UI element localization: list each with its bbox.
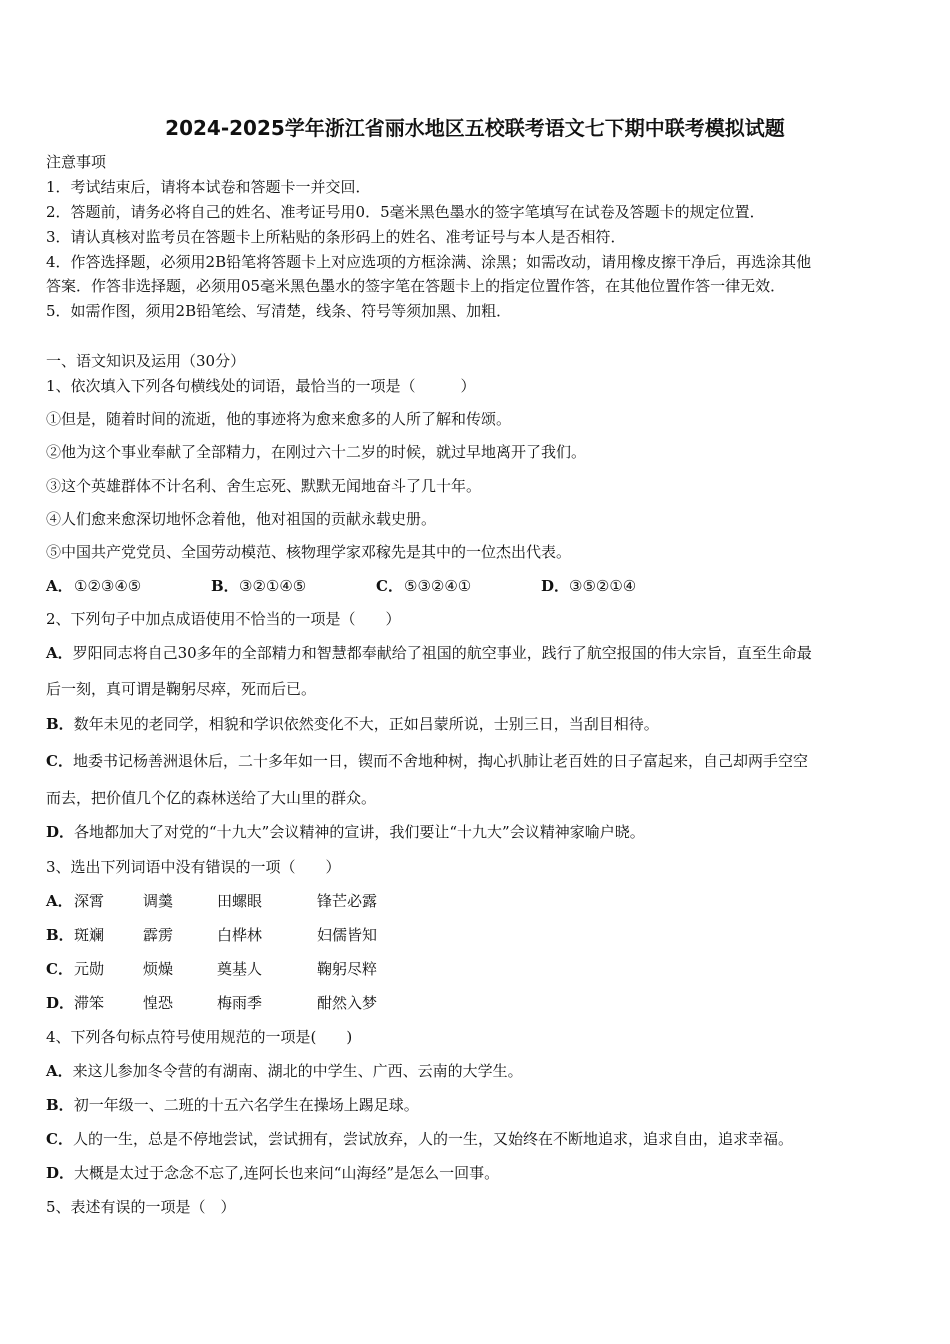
q2-option-a-label: A． [46, 644, 73, 662]
q1-sentence: ④人们愈来愈深切地怀念着他，他对祖国的贡献永载史册。 [46, 510, 437, 528]
q3-word: 白桦林 [217, 926, 263, 944]
q1-option-b-label: B． [211, 577, 239, 595]
q2-option-d-label: D． [46, 823, 75, 841]
question-4-stem: 4、下列各句标点符号使用规范的一项是( ) [46, 1028, 353, 1046]
q1-option-a-text: ①②③④⑤ [74, 577, 142, 595]
q3-word: 调羹 [143, 892, 174, 910]
q4-option-c-text: 人的一生，总是不停地尝试，尝试拥有，尝试放弃，人的一生，又始终在不断地追求，追求自由，追求幸福。 [72, 1130, 793, 1148]
q3-word: 霹雳 [143, 926, 174, 944]
notice-item: 1．考试结束后，请将本试卷和答题卡一并交回． [46, 178, 371, 196]
q3-word: 锋芒必露 [317, 892, 378, 910]
q1-option-c-label: C． [376, 577, 403, 595]
q1-option-b-text: ③②①④⑤ [239, 577, 307, 595]
q3-word: 深霄 [74, 892, 105, 910]
q3-word: 元勋 [74, 960, 105, 978]
q3-word: 烦燥 [143, 960, 174, 978]
q3-word: 滞笨 [74, 994, 105, 1012]
q3-word: 斑斓 [74, 926, 105, 944]
q2-option-b [46, 714, 659, 734]
q4-option-b-label: B． [46, 1096, 74, 1114]
q4-option-d-label: D． [46, 1164, 75, 1182]
question-3-stem: 3、选出下列词语中没有错误的一项（ ） [46, 858, 341, 876]
q4-option-a-text: 来这儿参加冬令营的有湖南、湖北的中学生、广西、云南的大学生。 [72, 1062, 523, 1080]
notice-item: 答案．作答非选择题，必须用05毫米黑色墨水的签字笔在答题卡上的指定位置作答，在其他位置作答一律无效． [46, 277, 786, 295]
notice-item: 4．作答选择题，必须用2B铅笔将答题卡上对应选项的方框涂满、涂黑；如需改动，请用橡皮擦干净后，再选涂其他 [46, 253, 812, 271]
q3-word: 田螺眼 [217, 892, 263, 910]
notice-heading: 注意事项 [46, 153, 107, 171]
q1-sentence: ②他为这个事业奉献了全部精力，在刚过六十二岁的时候，就过早地离开了我们。 [46, 443, 587, 461]
q2-option-a-text: 罗阳同志将自己30多年的全部精力和智慧都奉献给了祖国的航空事业，践行了航空报国的伟大宗旨，直至生命最 [72, 644, 812, 662]
q4-option-a-label: A． [46, 1062, 73, 1080]
q2-option-c-text: 地委书记杨善洲退休后，二十多年如一日，锲而不舍地种树，掏心扒肺让老百姓的日子富起来，自己却两手空空 [72, 752, 808, 770]
page-title: 2024-2025学年浙江省丽水地区五校联考语文七下期中联考模拟试题 [165, 116, 785, 140]
q2-option-c-cont: 而去，把价值几个亿的森林送给了大山里的群众。 [46, 789, 377, 807]
question-5-stem: 5、表述有误的一项是（ ） [46, 1198, 236, 1216]
q1-option-a-label: A． [46, 577, 73, 595]
q2-option-b-label: B． [46, 715, 74, 733]
q4-option-d-text: 大概是太过于念念不忘了,连阿长也来问“山海经”是怎么一回事。 [74, 1164, 500, 1182]
q4-option-b [46, 1095, 419, 1115]
q4-option-c-label: C． [46, 1130, 73, 1148]
q1-sentence: ⑤中国共产党党员、全国劳动模范、核物理学家邓稼先是其中的一位杰出代表。 [46, 543, 572, 561]
notice-item: 5．如需作图，须用2B铅笔绘、写清楚，线条、符号等须加黑、加粗． [46, 302, 512, 320]
q2-option-c-label: C． [46, 752, 73, 770]
q4-option-a [46, 1061, 523, 1081]
q2-option-d-text: 各地都加大了对党的“十九大”会议精神的宣讲，我们要让“十九大”会议精神家喻户晓。 [74, 823, 645, 841]
q2-option-d [46, 822, 645, 842]
q1-sentence: ①但是，随着时间的流逝，他的事迹将为愈来愈多的人所了解和传颂。 [46, 410, 512, 428]
q3-word: 酣然入梦 [317, 994, 378, 1012]
q4-option-c [46, 1129, 793, 1149]
q1-option-d-text: ③⑤②①④ [569, 577, 637, 595]
q4-option-b-text: 初一年级一、二班的十五六名学生在操场上踢足球。 [73, 1096, 419, 1114]
q3-option-label: C． [46, 960, 73, 978]
q1-sentence: ③这个英雄群体不计名利、舍生忘死、默默无闻地奋斗了几十年。 [46, 477, 482, 495]
q2-option-b-text: 数年未见的老同学，相貌和学识依然变化不大，正如吕蒙所说，士别三日，当刮目相待。 [73, 715, 659, 733]
q1-option-d-label: D． [541, 577, 570, 595]
q3-word: 妇儒皆知 [317, 926, 378, 944]
question-1-stem: 1、依次填入下列各句横线处的词语，最恰当的一项是（ ） [46, 377, 476, 395]
section-heading: 一、语文知识及运用（30分） [46, 352, 246, 370]
q2-option-c [46, 751, 808, 771]
q3-option-label: A． [46, 892, 73, 910]
q2-option-a-cont: 后一刻，真可谓是鞠躬尽瘁，死而后已。 [46, 680, 317, 698]
q3-word: 鞠躬尽粹 [317, 960, 378, 978]
q2-option-a [46, 643, 812, 663]
notice-item: 3．请认真核对监考员在答题卡上所粘贴的条形码上的姓名、准考证号与本人是否相符． [46, 228, 626, 246]
q3-word: 奠基人 [217, 960, 263, 978]
q1-option-c-text: ⑤③②④① [404, 577, 472, 595]
notice-item: 2．答题前，请务必将自己的姓名、准考证号用0．5毫米黑色墨水的签字笔填写在试卷及答题卡的规定位置． [46, 203, 765, 221]
q4-option-d [46, 1163, 499, 1183]
question-2-stem: 2、下列句子中加点成语使用不恰当的一项是（ ） [46, 610, 401, 628]
q3-word: 梅雨季 [217, 994, 263, 1012]
q3-option-label: D． [46, 994, 75, 1012]
q3-word: 惶恐 [143, 994, 174, 1012]
q3-option-label: B． [46, 926, 74, 944]
